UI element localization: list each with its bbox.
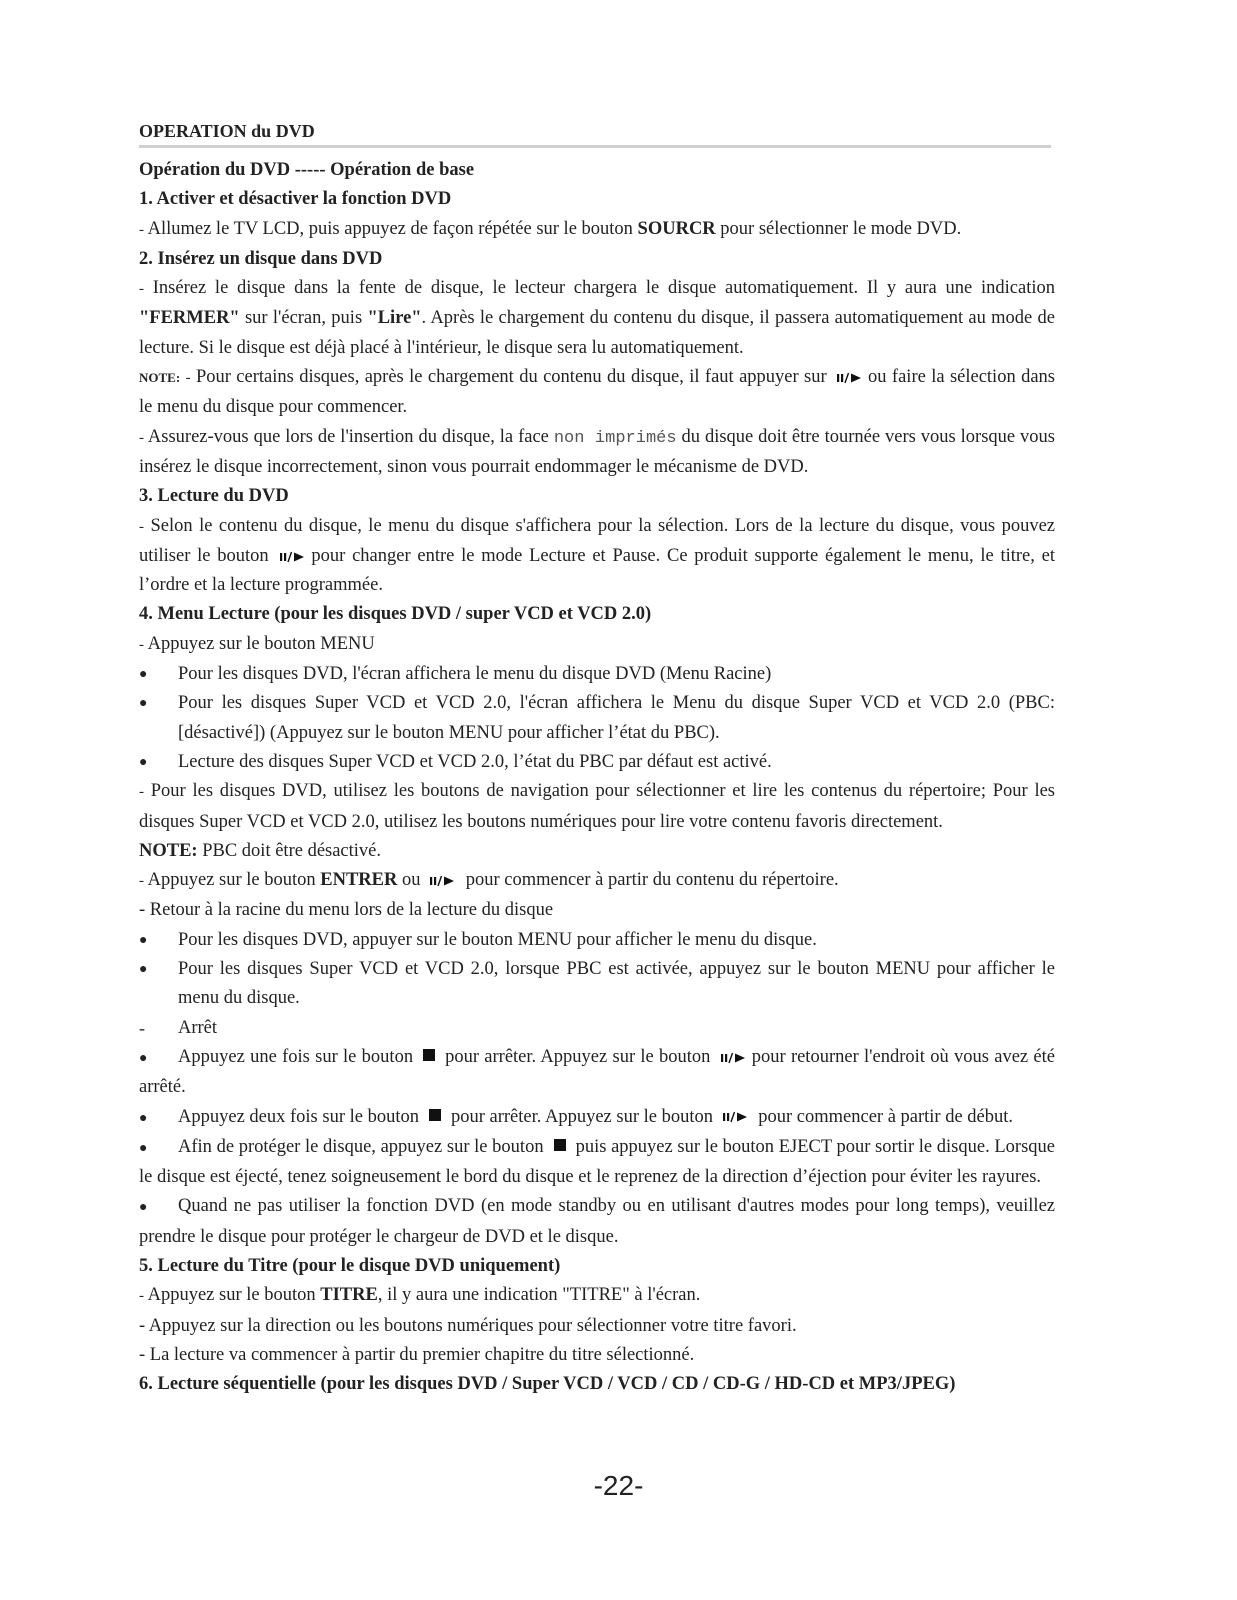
bullet-icon: ●	[139, 667, 148, 683]
list-item-text: Pour les disques Super VCD et VCD 2.0, l'écran affichera le Menu du disque Super VCD et VCD 2.0 (PBC: [désactivé]) (Appuyez sur le bouton MENU pour afficher l’état du PBC).	[178, 693, 1055, 743]
text: pour commencer à partir du contenu du répertoire.	[461, 870, 839, 891]
play-pause-icon	[835, 371, 865, 385]
list-item-text: pour arrêter. Appuyez sur le bouton	[450, 1106, 718, 1127]
list-item-text: Afin de protéger le disque, appuyez sur le bouton	[178, 1136, 544, 1157]
entrer-button-label: ENTRER	[320, 870, 398, 891]
list-item-text: Pour les disques DVD, l'écran affichera le menu du disque DVD (Menu Racine)	[178, 664, 772, 685]
text: pour changer entre le mode Lecture et Pause. Ce produit supporte également le menu, le titre, et l’ordre et la lecture programmée.	[139, 545, 1055, 596]
list-item-text: pour arrêter. Appuyez sur le bouton	[445, 1046, 716, 1067]
non-imprimes-text: non imprimés	[553, 428, 677, 448]
section-5-paragraph-2: - Appuyez sur la direction ou les boutons numériques pour sélectionner votre titre favori.	[139, 1315, 797, 1336]
list-item-text: Appuyez une fois sur le bouton	[178, 1046, 414, 1067]
section-1-heading: 1. Activer et désactiver la fonction DVD	[139, 189, 452, 210]
text: du disque doit être tournée vers vous lorsque vous insérez le disque incorrectement, sinon vous pourrait endommager le mécanisme de DVD.	[139, 426, 1055, 477]
text: . Après le chargement du contenu du disque, il passera automatiquement au mode de lecture. Si le disque est déjà placé à l'intérieur, le disque sera lu automatiquement.	[139, 308, 1055, 358]
page-number: -22-	[593, 1470, 644, 1501]
dash-marker: -	[139, 1288, 144, 1305]
list-item-text: Pour les disques DVD, appuyer sur le bouton MENU pour afficher le menu du disque.	[178, 929, 817, 950]
text: Allumez le TV LCD, puis appuyez de façon répétée sur le bouton	[147, 218, 638, 239]
page-title: OPERATION du DVD	[139, 121, 315, 141]
stop-icon	[554, 1139, 566, 1151]
section-4-paragraph-2	[139, 777, 1055, 837]
section-5-heading: 5. Lecture du Titre (pour le disque DVD uniquement)	[139, 1255, 561, 1276]
list-item-text: Pour les disques Super VCD et VCD 2.0, lorsque PBC est activée, appuyez sur le bouton MENU pour afficher le menu du disque.	[178, 959, 1055, 1009]
play-pause-icon	[428, 874, 458, 888]
titre-button-label: TITRE	[320, 1285, 378, 1306]
dash-marker: -	[185, 370, 191, 387]
dash-marker: -	[139, 873, 144, 890]
section-2-paragraph-1	[139, 274, 1055, 363]
sourcr-button-label: SOURCR	[637, 218, 716, 239]
text: Pour les disques DVD, utilisez les boutons de navigation pour sélectionner et lire les contenus du répertoire; Pour les disques Super VCD et VCD 2.0, utilisez les boutons numériques pour lire votre contenu favoris directement.	[139, 781, 1055, 832]
text: sur l'écran, puis	[239, 308, 368, 329]
section-4-paragraph-1	[139, 630, 1055, 660]
list-item	[139, 689, 1055, 748]
text: , il y aura une indication "TITRE" à l'écran.	[377, 1285, 701, 1306]
bullet-icon: ●	[139, 962, 148, 978]
section-4-paragraph-4: - Retour à la racine du menu lors de la lecture du disque	[139, 900, 554, 921]
text: PBC doit être désactivé.	[197, 840, 382, 861]
section-1-paragraph	[139, 215, 1055, 245]
manual-page	[139, 118, 1055, 1399]
section-4-heading: 4. Menu Lecture (pour les disques DVD / super VCD et VCD 2.0)	[139, 604, 652, 625]
note-label: NOTE:	[139, 840, 198, 861]
stop-label: Arrêt	[178, 1017, 218, 1038]
section-6-heading: 6. Lecture séquentielle (pour les disques DVD / Super VCD / VCD / CD / CD-G / HD-CD et MP3/JPEG)	[139, 1374, 956, 1395]
text: Appuyez sur le bouton MENU	[147, 633, 375, 654]
list-item-text: puis appuyez sur le bouton EJECT pour sortir le disque. Lorsque le disque est éjecté, tenez soigneusement le bord du disque et le reprenez de la direction d’éjection pour éviter les rayures.	[139, 1136, 1055, 1188]
document-body	[139, 156, 1055, 1399]
list-item: ● Quand ne pas utiliser la fonction DVD (en mode standby ou en utilisant d'autres modes pour long temps), veuillez prendre le disque pour protéger le chargeur de DVD et le disque.	[139, 1196, 1055, 1247]
list-item-text: pour retourner l'endroit où vous avez été arrêté.	[139, 1046, 1055, 1098]
section-5-paragraph-3: - La lecture va commencer à partir du premier chapitre du titre sélectionné.	[139, 1344, 695, 1365]
section-2-heading: 2. Insérez un disque dans DVD	[139, 248, 383, 269]
section-4-note	[139, 837, 1055, 866]
list-item-text: Quand ne pas utiliser la fonction DVD (en mode standby ou en utilisant d'autres modes pour long temps), veuillez prendre le disque pour protéger le chargeur de DVD et le disque.	[139, 1196, 1055, 1247]
bullet-icon: ●	[139, 932, 148, 948]
stop-icon	[429, 1109, 441, 1121]
dash-marker: -	[139, 636, 144, 653]
list-item-text: Appuyez deux fois sur le bouton	[178, 1106, 419, 1127]
section-5-paragraph-1	[139, 1281, 1055, 1311]
list-item	[139, 660, 1055, 689]
text: Insérez le disque dans la fente de disque, le lecteur chargera le disque automatiquement. Il y aura une indication	[152, 278, 1055, 299]
dash-marker: -	[139, 784, 144, 801]
list-item-text: pour commencer à partir de début.	[753, 1106, 1014, 1127]
bullet-icon: ●	[139, 754, 148, 770]
section-3-heading: 3. Lecture du DVD	[139, 486, 289, 507]
list-item	[139, 955, 1055, 1014]
text: ou faire la sélection dans le menu du disque pour commencer.	[139, 367, 1055, 418]
text: Appuyez sur le bouton	[147, 870, 321, 891]
note-label: NOTE:	[139, 370, 181, 386]
dash-marker: -	[139, 1017, 145, 1038]
dash-marker: -	[139, 429, 144, 446]
list-item: ● Appuyez deux fois sur le bouton pour arrêter. Appuyez sur le bouton pour commencer à partir de début.	[139, 1106, 1014, 1127]
section-4-paragraph-3	[139, 866, 1055, 896]
title-divider	[139, 145, 1051, 148]
list-item-text: Lecture des disques Super VCD et VCD 2.0, l’état du PBC par défaut est activé.	[178, 751, 772, 772]
play-pause-icon	[278, 550, 308, 564]
dash-marker: -	[139, 281, 144, 298]
list-item: ● Appuyez une fois sur le bouton pour arrêter. Appuyez sur le bouton pour retourner l'endroit où vous avez été arrêté.	[139, 1046, 1055, 1098]
stop-icon	[423, 1049, 435, 1061]
section-3-paragraph	[139, 512, 1055, 601]
text: Selon le contenu du disque, le menu du disque s'affichera pour la sélection. Lors de la lecture du disque, vous pouvez utiliser le bouton	[139, 515, 1056, 566]
list-item	[139, 926, 1055, 955]
text: ou	[397, 870, 426, 891]
dash-marker: -	[139, 221, 144, 238]
fermer-indicator: "FERMER"	[139, 308, 240, 329]
section-2-paragraph-2	[139, 423, 1055, 483]
section-subtitle: Opération du DVD ----- Opération de base	[139, 160, 475, 180]
dash-marker: -	[139, 518, 144, 535]
text: Pour certains disques, après le chargement du contenu du disque, il faut appuyer sur	[190, 367, 833, 388]
play-pause-icon	[719, 1051, 749, 1065]
play-pause-icon	[721, 1110, 751, 1124]
list-item-stop	[139, 1014, 1055, 1043]
list-item	[139, 748, 1055, 777]
text: Appuyez sur le bouton	[147, 1285, 321, 1306]
list-item: ● Afin de protéger le disque, appuyez sur le bouton puis appuyez sur le bouton EJECT pour sortir le disque. Lorsque le disque est éjecté, tenez soigneusement le bord du disque et le reprenez de la direction d’éjection pour éviter les rayures.	[139, 1136, 1055, 1188]
text: pour sélectionner le mode DVD.	[715, 218, 962, 239]
bullet-icon: ●	[139, 696, 148, 712]
text: Assurez-vous que lors de l'insertion du disque, la face	[147, 426, 554, 447]
section-2-note	[139, 363, 1055, 423]
lire-indicator: "Lire"	[367, 308, 422, 329]
